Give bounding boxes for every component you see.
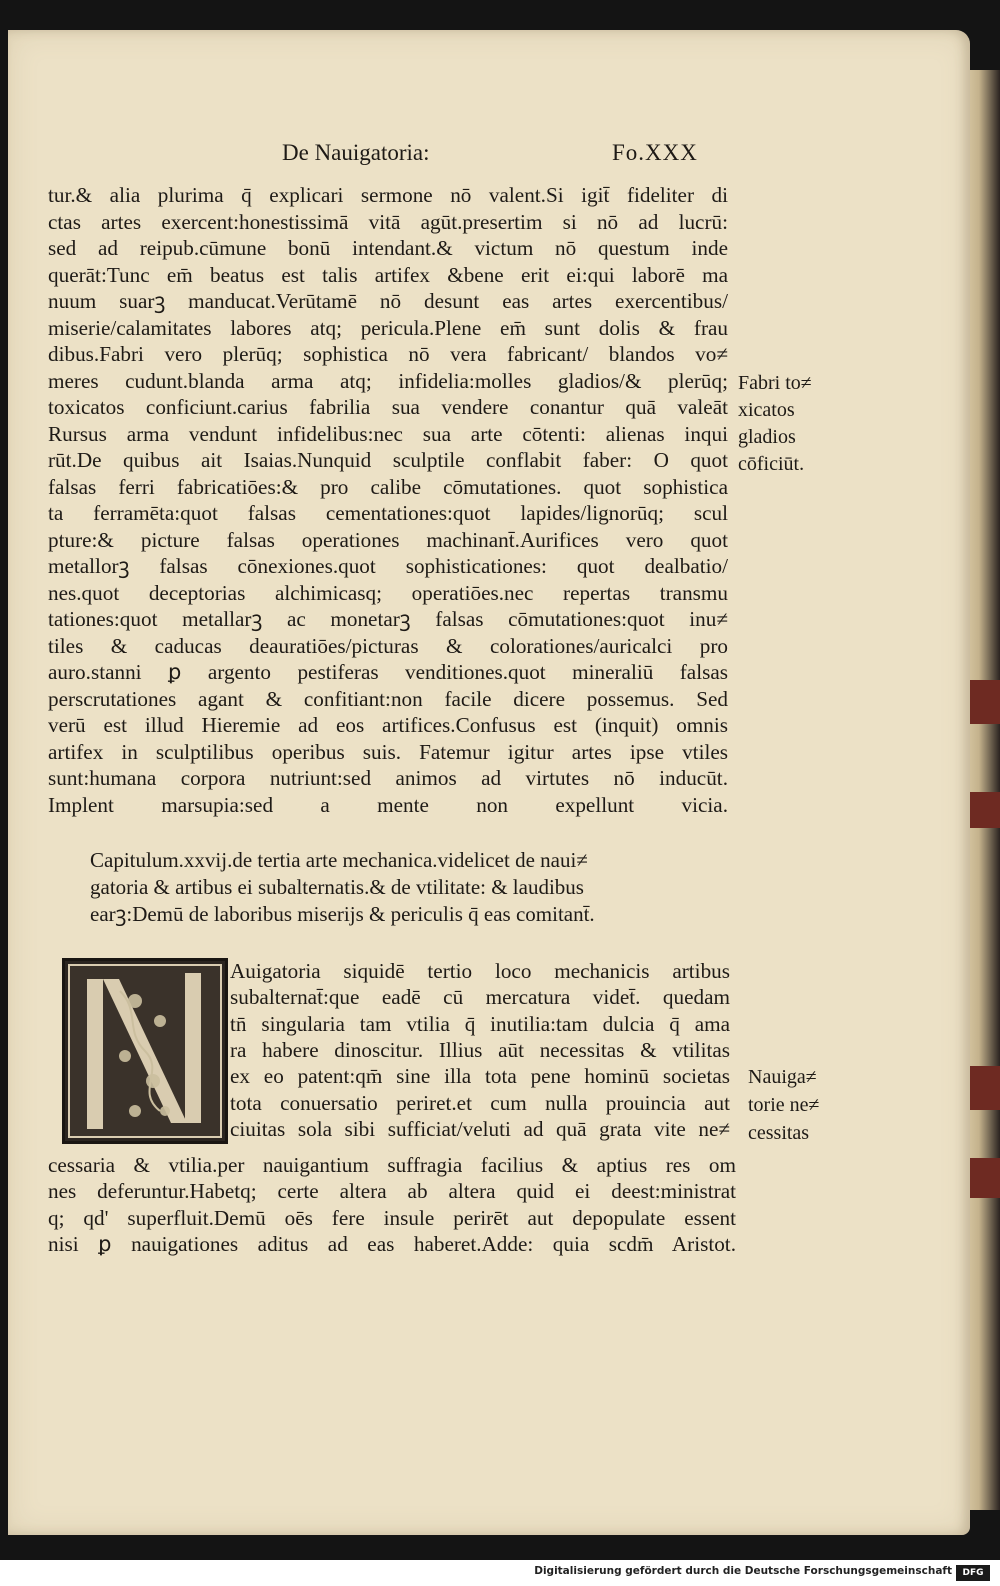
text-line: pture:& picture falsas operationes machinant̄.Aurifices vero quot [48, 527, 728, 552]
text-line: ra habere dinoscitur. Illius aūt necessitas & vtilitas [230, 1037, 730, 1062]
text-line: q; qd' superfluit.Demū oēs fere insule perirēt aut depopulate essent [48, 1205, 736, 1230]
text-line: nes.quot deceptorias alchimicasq; operatiōes.nec repertas transmu [48, 580, 728, 605]
text-line: tiles & caducas deauratiōes/picturas & colorationes/auricalci pro [48, 633, 728, 658]
text-line: auro.stanni ꝑ argento pestiferas venditiones.quot mineraliū falsas [48, 660, 728, 684]
text-line: ctas artes exercent:honestissimā vitā agūt.presertim si nō ad lucrū: [48, 209, 728, 234]
text-line: ta ferramēta:quot falsas cementationes:quot lapides/lignorūq; scul [48, 501, 728, 525]
text-line: sunt:humana corpora nutriunt:sed animos ad virtutes nō inducūt. [48, 766, 728, 790]
text-line: tota conuersatio periret.et cum nulla prouincia aut [230, 1090, 730, 1115]
margin-note-line: cessitas [748, 1122, 810, 1144]
text-line: tur.& alia plurima q̄ explicari sermone nō valent.Si igit̄ fideliter di [48, 183, 728, 207]
text-line: ex eo patent:qm̄ sine illa tota pene hominū societas [230, 1064, 730, 1089]
page-tab [970, 1158, 1000, 1198]
text-line: nes deferuntur.Habetq; certe altera ab altera quid ei deest:ministrat [48, 1179, 736, 1204]
text-line: nuum suarꝫ manducat.Verūtamē nō desunt eas artes exercentibus/ [48, 289, 728, 313]
text-line: toxicatos conficiunt.carius fabrilia sua vendere conantur quā valeāt [48, 395, 728, 419]
text-line: metallorꝫ falsas cōnexiones.quot sophisticationes: quot dealbatio/ [48, 554, 728, 578]
text-line: earꝫ:Demū de laboribus miserijs & periculis q̄ eas comitant̄. [90, 902, 595, 926]
text-line: Implent marsupia:sed a mente non expellunt vicia. [48, 792, 728, 817]
text-line: Rursus arma vendunt infidelibus:nec sua arte cōtenti: alienas inqui [48, 421, 728, 446]
margin-note-line: torie ne≠ [748, 1094, 820, 1116]
text-line: perscrutationes agant & confitiant:non facile dicere possemus. Sed [48, 686, 728, 711]
text-line: rūt.De quibus ait Isaias.Nunquid sculptile conflabit faber: O quot [48, 448, 728, 472]
running-title: De Nauigatoria: [282, 140, 430, 165]
text-line: artifex in sculptilibus operibus suis. Fatemur igitur artes ipse vtiles [48, 739, 728, 764]
text-line: dibus.Fabri vero plerūq; sophistica nō vera fabricant/ blandos vo≠ [48, 342, 728, 366]
text-line: ciuitas sola sibi sufficiat/veluti ad quā grata vite ne≠ [230, 1116, 730, 1141]
margin-note-line: cōficiūt. [738, 453, 805, 475]
text-line: tn̄ singularia tam vtilia q̄ inutilia:tam dulcia q̄ ama [230, 1011, 730, 1036]
dfg-logo-icon: DFG [956, 1565, 990, 1581]
text-line: gatoria & artibus ei subalternatis.& de vtilitate: & laudibus [90, 875, 584, 899]
text-line: meres cudunt.blanda arma atq; infidelia:molles gladios/& plerūq; [48, 368, 728, 393]
margin-note-line: gladios [738, 426, 796, 448]
text-line: cessaria & vtilia.per nauigantium suffragia facilius & aptius res om [48, 1153, 736, 1177]
text-line: falsas ferri fabricatiōes:& pro calibe cōmutationes. quot sophistica [48, 474, 728, 499]
margin-note-line: Nauiga≠ [748, 1066, 817, 1088]
text-line: verū est illud Hieremie ad eos artifices.Confusus est (inquit) omnis [48, 713, 728, 737]
text-line: subalternat̄:que eadē cū mercatura videt̄. quedam [230, 985, 730, 1010]
folio-number: Fo.XXX [612, 140, 698, 165]
text-line: miserie/calamitates labores atq; pericula.Plene em̄ sunt dolis & frau [48, 315, 728, 340]
text-line: tationes:quot metallarꝫ ac monetarꝫ falsas cōmutationes:quot inu≠ [48, 607, 728, 631]
margin-note-line: Fabri to≠ [738, 372, 812, 394]
text-line: Auigatoria siquidē tertio loco mechanicis artibus [230, 959, 730, 983]
page-tab [970, 792, 1000, 828]
page-tab [970, 1066, 1000, 1110]
text-line: Capitulum.xxvij.de tertia arte mechanica.videlicet de naui≠ [90, 848, 588, 872]
text-line: nisi ꝑ nauigationes aditus ad eas haberet.Adde: quia scdm̄ Aristot. [48, 1231, 736, 1256]
page-tab [970, 680, 1000, 724]
decorated-initial-n [62, 958, 228, 1144]
margin-note-line: xicatos [738, 399, 795, 421]
footer-bar [0, 1562, 1000, 1586]
text-line: querāt:Tunc em̄ beatus est talis artifex &bene erit ei:qui laborē ma [48, 262, 728, 287]
book-edge [965, 70, 1000, 1510]
text-line: sed ad reipub.cūmune bonū intendant.& victum nō questum inde [48, 236, 728, 260]
footer-credit: Digitalisierung gefördert durch die Deutsche Forschungsgemeinschaft [534, 1565, 952, 1577]
